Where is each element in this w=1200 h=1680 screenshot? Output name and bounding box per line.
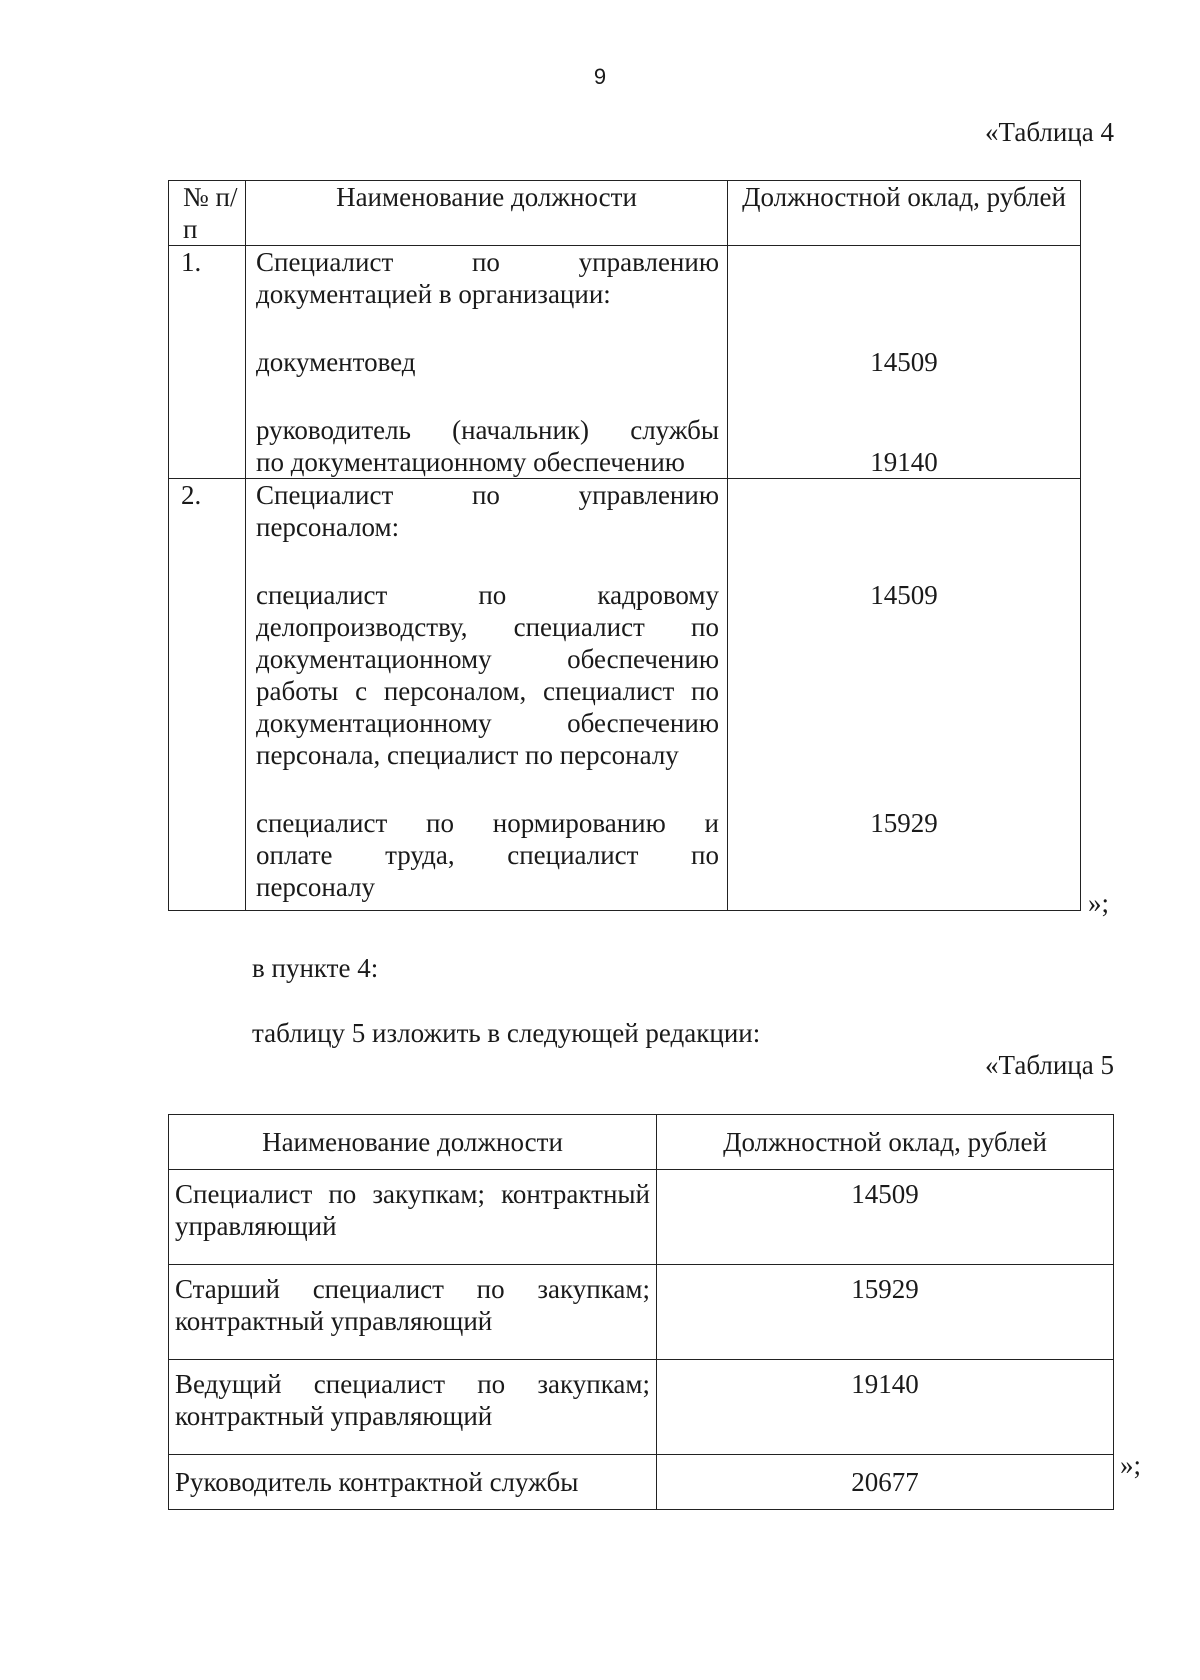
column-header-position: Наименование должности <box>169 1115 657 1170</box>
position-name-line: персонала, специалист по персоналу <box>256 740 679 770</box>
position-cell <box>246 246 728 479</box>
column-header-number <box>169 181 246 246</box>
table-header-row <box>169 181 1081 246</box>
salary-value: 19140 <box>870 447 938 477</box>
salary-value: 20677 <box>657 1455 1114 1510</box>
salary-value: 14509 <box>657 1170 1114 1265</box>
salary-value: 15929 <box>657 1265 1114 1360</box>
table-header-row <box>169 1115 1114 1170</box>
paragraph-instruction: таблицу 5 изложить в следующей редакции: <box>252 1018 761 1048</box>
table-row <box>169 479 1081 911</box>
position-name-line: руководитель (начальник) службы <box>256 415 719 445</box>
salary-table-5 <box>168 1114 1114 1510</box>
position-name-line: делопроизводству, специалист по <box>256 612 719 642</box>
table5-caption: «Таблица 5 <box>985 1050 1114 1080</box>
salary-table-4 <box>168 180 1081 911</box>
position-name-line: Специалист по закупкам; контрактный <box>175 1179 650 1209</box>
position-name-line: Ведущий специалист по закупкам; <box>175 1369 650 1399</box>
table-row <box>169 1265 1114 1360</box>
header-salary-label: Должностной оклад, рублей <box>742 182 1066 212</box>
group-title-line: персоналом: <box>256 512 400 542</box>
group-title-line: Специалист по управлению <box>256 247 719 277</box>
group-title-line: документацией в организации: <box>256 279 611 309</box>
position-name-line: Старший специалист по закупкам; <box>175 1274 650 1304</box>
page-number: 9 <box>593 64 607 89</box>
position-cell <box>169 1360 657 1455</box>
position-name-line: контрактный управляющий <box>175 1401 493 1431</box>
position-name-line: работы с персоналом, специалист по <box>256 676 719 706</box>
table-row <box>169 246 1081 479</box>
position-name-line: специалист по кадровому <box>256 580 719 610</box>
position-cell <box>169 1455 657 1510</box>
position-name-line: контрактный управляющий <box>175 1306 493 1336</box>
salary-value: 14509 <box>870 580 938 610</box>
table4-closing-quote: »; <box>1088 888 1110 918</box>
header-position-label: Наименование должности <box>336 182 637 212</box>
row-number: 2. <box>169 479 246 911</box>
salary-cell <box>728 479 1081 911</box>
position-name: документовед <box>256 347 416 377</box>
column-header-salary: Должностной оклад, рублей <box>657 1115 1114 1170</box>
position-name-line: управляющий <box>175 1211 337 1241</box>
row-number: 1. <box>169 246 246 479</box>
position-name-line: Руководитель контрактной службы <box>175 1467 579 1497</box>
position-cell <box>169 1170 657 1265</box>
salary-value: 14509 <box>870 347 938 377</box>
salary-cell <box>728 246 1081 479</box>
table-row <box>169 1360 1114 1455</box>
salary-value: 19140 <box>657 1360 1114 1455</box>
group-title-line: Специалист по управлению <box>256 480 719 510</box>
column-header-salary <box>728 181 1081 246</box>
position-name-line: оплате труда, специалист по <box>256 840 719 870</box>
table-row <box>169 1170 1114 1265</box>
position-name-line: документационному обеспечению <box>256 644 719 674</box>
position-name-line: документационному обеспечению <box>256 708 719 738</box>
salary-value: 15929 <box>870 808 938 838</box>
position-name-line: по документационному обеспечению <box>256 447 685 477</box>
table5-closing-quote: »; <box>1120 1450 1142 1480</box>
position-name-line: специалист по нормированию и <box>256 808 719 838</box>
position-cell <box>246 479 728 911</box>
position-cell <box>169 1265 657 1360</box>
column-header-position <box>246 181 728 246</box>
position-name-line: персоналу <box>256 872 376 902</box>
header-number-label: № п/п <box>183 182 238 244</box>
paragraph-item-4: в пункте 4: <box>252 953 379 983</box>
table-row <box>169 1455 1114 1510</box>
table4-caption: «Таблица 4 <box>985 117 1114 147</box>
